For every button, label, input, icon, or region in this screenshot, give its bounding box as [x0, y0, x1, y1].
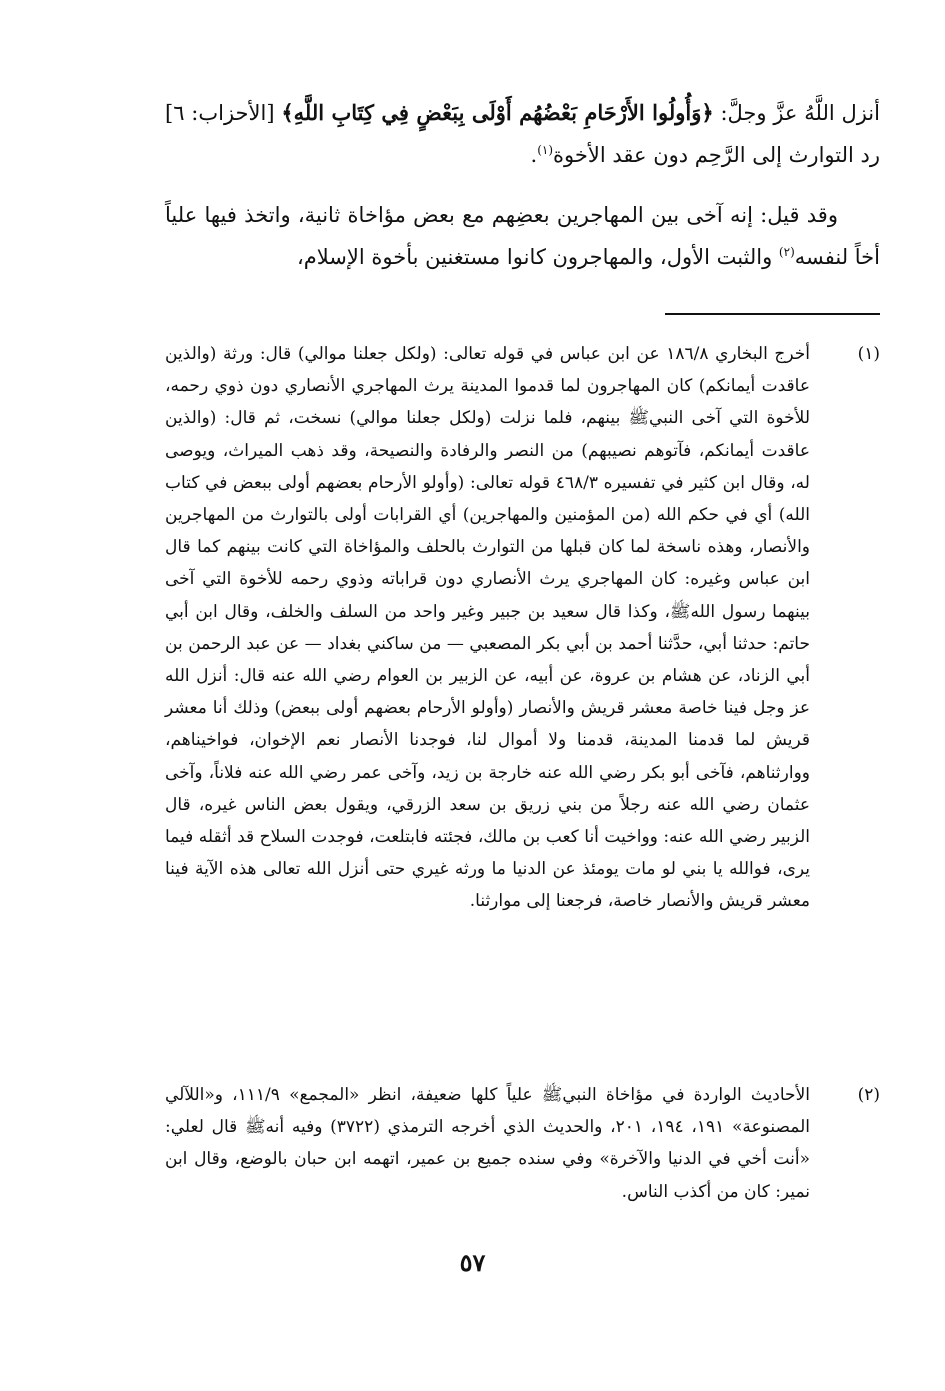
footnote-text: الأحاديث الواردة في مؤاخاة النبيﷺ علياً كلها ضعيفة، انظر «المجمع» ١١١/٩، و«اللآلي المصنوعة» ١٩١، ١٩٤، ٢٠١، والحديث الذي أخرجه الترمذي (٣٧٢٢) وفيه أنهﷺ قال لعلي: «أنت أخي في الدنيا والآخرة» وفي سنده جميع بن عمير، اتهمه ابن حبان بالوضع، وقال ابن نمير: كان من أكذب الناس. [165, 1085, 811, 1202]
main-text [165, 92, 880, 278]
footnote-number: (١) [857, 344, 880, 364]
footnote-2 [165, 1079, 880, 1208]
quran-verse: ﴿وَأُولُوا الأَرْحَامِ بَعْضُهُم أَوْلَى بِبَعْضٍ فِي كِتَابِ اللَّهِ﴾ [281, 100, 714, 125]
footnote-number: (٢) [857, 1085, 880, 1105]
footnote-separator [665, 313, 880, 315]
para2-continuation: والثبت الأول، والمهاجرون كانوا مستغنين بأخوة الإسلام، [296, 245, 779, 269]
paragraph-2 [165, 194, 880, 278]
para1-continuation: [الأحزاب: ٦] رد التوارث إلى الرَّحِم دون عقد الأخوة [165, 101, 880, 167]
footnote-ref-2[interactable]: (٢) [778, 245, 795, 259]
para1-intro: أنزل اللَّهُ عزَّ وجلَّ: [713, 101, 880, 125]
page-number: ٥٧ [459, 1248, 486, 1277]
footnote-text: أخرج البخاري ١٨٦/٨ عن ابن عباس في قوله تعالى: (ولكل جعلنا موالي) قال: ورثة (والذين عاقدت أيمانكم) كان المهاجرون لما قدموا المدينة يرث المهاجري الأنصاري دون ذوي رحمه، للأخوة التي آخى النبيﷺ بينهم، فلما نزلت (ولكل جعلنا موالي) نسخت، ثم قال: (والذين عاقدت أيمانكم، فآتوهم نصيبهم) من النصر والرفادة والنصيحة، وقد ذهب الميراث، ويوصى له، وقال ابن كثير في تفسيره ٤٦٨/٣ قوله تعالى: (وأولو الأرحام بعضهم أولى ببعض في كتاب الله) أي في حكم الله (من المؤمنين والمهاجرين) أي القرابات أولى بالتوارث من المهاجرين والأنصار، وهذه ناسخة لما كان قبلها من التوارث بالحلف والمؤاخاة التي كانت بينهم كما قال ابن عباس وغيره: كان المهاجري يرث الأنصاري دون قراباته وذوي رحمه للأخوة التي آخى بينهما رسول اللهﷺ، وكذا قال سعيد بن جبير وغير واحد من السلف والخلف، وقال ابن أبي حاتم: حدثنا أبي، حدَّثنا أحمد بن أبي بكر المصعبي — من ساكني بغداد — عن عبد الرحمن بن أبي الزناد، عن هشام بن عروة، عن أبيه، عن الزبير بن العوام رضي الله عنه قال: أنزل الله عز وجل فينا خاصة معشر قريش والأنصار (وأولو الأرحام بعضهم أولى ببعض) وذلك أنا معشر قريش لما قدمنا المدينة، قدمنا ولا أموال لنا، فوجدنا الأنصار نعم الإخوان، فواخيناهم، ووارثناهم، فآخى أبو بكر رضي الله عنه خارجة بن زيد، وآخى عمر رضي الله عنه فلاناً، وآخى عثمان رضي الله عنه رجلاً من بني زريق بن سعد الزرقي، ويقول بعض الناس غيره، قال الزبير رضي الله عنه: وواخيت أنا كعب بن مالك، فجئته فابتلعت، فوجدت السلاح قد أثقله فيما يرى، فوالله يا بني لو مات يومئذ عن الدنيا ما ورثه غيري حتى أنزل الله تعالى هذه الآية فينا معشر قريش والأنصار خاصة، فرجعنا إلى موارثنا. [165, 344, 810, 912]
footnote-ref-1[interactable]: (١) [537, 143, 554, 157]
footnote-1 [165, 338, 880, 918]
para2-start: وقد قيل: إنه آخى بين المهاجرين بعضِهم مع بعض مؤاخاة ثانية، واتخذ فيها علياً أخاً لنفسه [165, 203, 880, 269]
para1-end: . [530, 143, 538, 167]
paragraph-1 [165, 92, 880, 176]
